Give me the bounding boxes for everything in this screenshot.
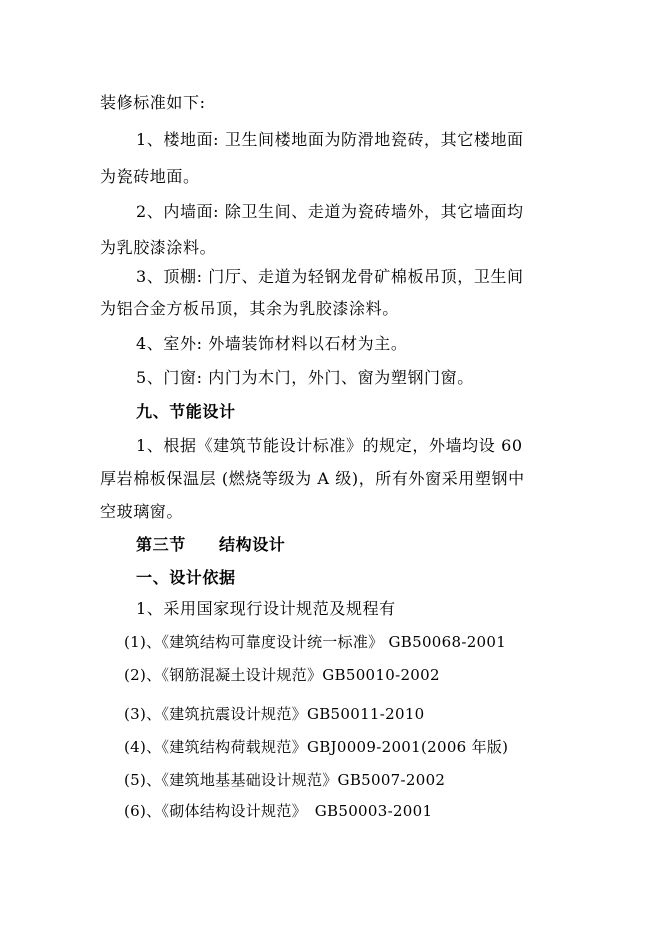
decoration-item-2-line-2: 为乳胶漆涂料。	[100, 238, 217, 257]
energy-line-2: 厚岩棉板保温层 (燃烧等级为 A 级)，所有外窗采用塑钢中	[100, 469, 525, 488]
energy-line-3: 空玻璃窗。	[100, 502, 184, 521]
decoration-item-4: 4、室外: 外墙装饰材料以石材为主。	[136, 334, 408, 353]
design-basis-heading: 一、设计依据	[136, 568, 236, 587]
decoration-item-3-line-1: 3、顶棚: 门厅、走道为轻钢龙骨矿棉板吊顶，卫生间	[136, 267, 524, 286]
reference-2: (2)、《钢筋混凝土设计规范》GB50010-2002	[124, 666, 440, 684]
decoration-item-2-line-1: 2、内墙面: 除卫生间、走道为瓷砖墙外，其它墙面均	[136, 202, 524, 221]
reference-4: (4)、《建筑结构荷载规范》GBJ0009-2001(2006 年版)	[124, 738, 509, 756]
reference-1: (1)、《建筑结构可靠度设计统一标准》 GB50068-2001	[124, 633, 507, 651]
energy-line-1: 1、根据《建筑节能设计标准》的规定，外墙均设 60	[136, 436, 523, 455]
reference-3: (3)、《建筑抗震设计规范》GB50011-2010	[124, 705, 425, 723]
section-title: 第三节 结构设计	[136, 535, 286, 554]
decoration-item-1-line-2: 为瓷砖地面。	[100, 167, 200, 186]
decoration-intro: 装修标准如下:	[100, 93, 206, 112]
reference-5: (5)、《建筑地基基础设计规范》GB5007-2002	[124, 771, 446, 789]
reference-6: (6)、《砌体结构设计规范》 GB50003-2001	[124, 802, 433, 820]
decoration-item-5: 5、门窗: 内门为木门，外门、窗为塑钢门窗。	[136, 368, 474, 387]
design-basis-intro: 1、采用国家现行设计规范及规程有	[136, 599, 396, 618]
decoration-item-1-line-1: 1、楼地面: 卫生间楼地面为防滑地瓷砖，其它楼地面	[136, 130, 524, 149]
decoration-item-3-line-2: 为铝合金方板吊顶，其余为乳胶漆涂料。	[100, 299, 399, 318]
energy-heading: 九、节能设计	[136, 402, 236, 421]
